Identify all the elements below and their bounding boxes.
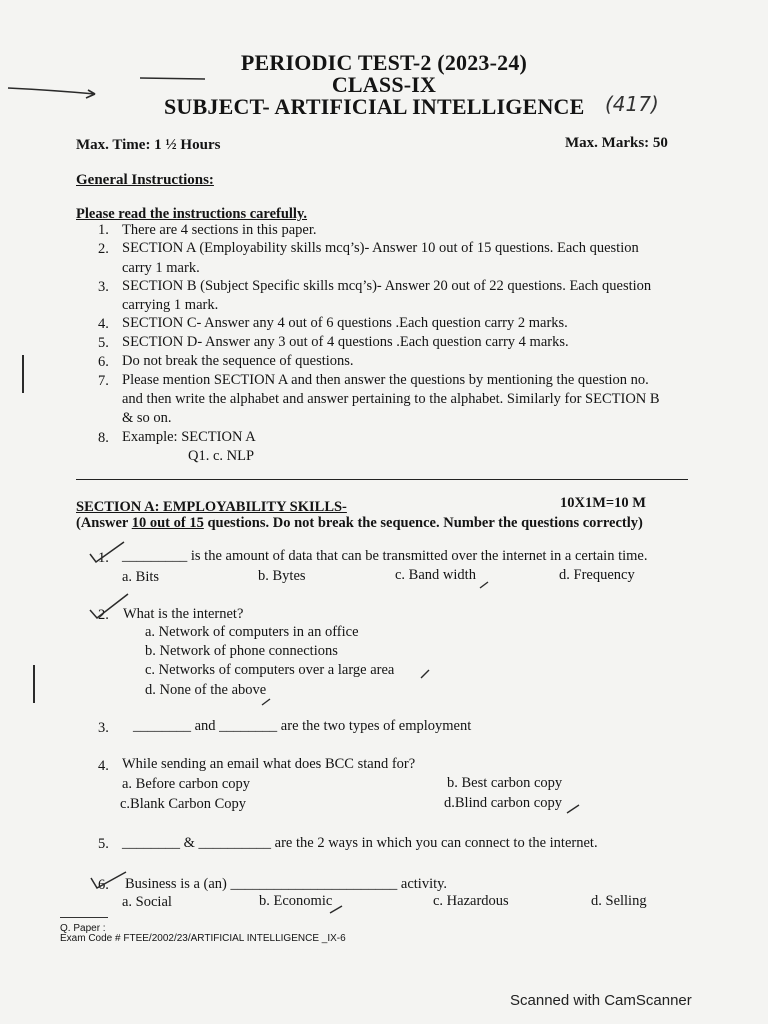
instruction-text: Do not break the sequence of questions. (122, 353, 354, 369)
instruction-text: SECTION B (Subject Specific skills mcq’s)- Answer 20 out of 22 questions. Each question (122, 278, 652, 294)
instruction-num: 5. (98, 335, 109, 351)
option-a: a. Network of computers in an office (145, 624, 359, 640)
class-title: CLASS-IX (331, 72, 437, 97)
option-b: b. Best carbon copy (447, 775, 563, 791)
max-time: Max. Time: 1 ½ Hours (76, 137, 221, 153)
option-c: c. Band width (395, 567, 476, 583)
handwritten-subject-code: (417) (605, 92, 659, 116)
option-d: d.Blind carbon copy (444, 795, 562, 811)
section-a-title: SECTION A: EMPLOYABILITY SKILLS- (76, 499, 347, 515)
question-text: ________ & __________ are the 2 ways in which you can connect to the internet. (122, 835, 598, 851)
question-number: 2. (98, 607, 109, 623)
answer-mark-icon (478, 580, 492, 590)
instructions-subheading: Please read the instructions carefully. (76, 206, 308, 222)
option-c: c. Hazardous (433, 893, 509, 909)
answer-mark-icon (328, 903, 346, 915)
instruction-text: SECTION A (Employability skills mcq’s)- Answer 10 out of 15 questions. Each question (122, 240, 639, 256)
answer-mark-icon (260, 697, 274, 707)
question-number: 5. (98, 836, 109, 852)
option-b: b. Economic (259, 893, 333, 909)
option-d: d. None of the above (145, 682, 267, 698)
checkmark-icon (86, 590, 136, 624)
option-d: d. Frequency (559, 567, 635, 583)
margin-mark (33, 665, 35, 703)
section-a-marks: 10X1M=10 M (560, 495, 646, 511)
option-b: b. Network of phone connections (145, 643, 338, 659)
instruction-num: 3. (98, 279, 109, 295)
option-c: c. Networks of computers over a large area (145, 662, 395, 678)
question-text: While sending an email what does BCC stand for? (122, 756, 416, 772)
instruction-num: 6. (98, 354, 109, 370)
margin-mark (22, 355, 24, 393)
instruction-text: Example: SECTION A (122, 429, 256, 445)
camscanner-watermark: Scanned with CamScanner (510, 992, 692, 1009)
instruction-num: 4. (98, 316, 109, 332)
question-number: 6. (98, 877, 109, 893)
section-divider (76, 479, 688, 480)
option-a: a. Social (122, 894, 172, 910)
question-text: ________ and ________ are the two types of employment (133, 718, 472, 734)
instruction-num: 7. (98, 373, 109, 389)
instruction-text: SECTION C- Answer any 4 out of 6 questions .Each question carry 2 marks. (122, 315, 568, 331)
question-number: 3. (98, 720, 109, 736)
instruction-text-cont: carry 1 mark. (122, 260, 200, 276)
test-title: PERIODIC TEST-2 (2023-24) (240, 50, 528, 75)
question-text: _________ is the amount of data that can be transmitted over the internet in a certain time. (122, 548, 648, 564)
instruction-text-cont: and then write the alphabet and answer pertaining to the alphabet. Similarly for SECTION B (122, 391, 660, 407)
pen-stroke-icon (0, 70, 220, 100)
instruction-text-cont: carrying 1 mark. (122, 297, 219, 313)
instruction-num: 1. (98, 222, 109, 238)
option-b: b. Bytes (258, 568, 306, 584)
instruction-text: Please mention SECTION A and then answer the questions by mentioning the question no. (122, 372, 649, 388)
instruction-text-cont: & so on. (122, 410, 172, 426)
checkmark-icon (86, 866, 136, 896)
instruction-num: 2. (98, 241, 109, 257)
subject-title: SUBJECT- ARTIFICIAL INTELLIGENCE (164, 94, 585, 119)
footer-qpaper: Q. Paper : (60, 923, 106, 934)
instruction-num: 8. (98, 430, 109, 446)
question-number: 4. (98, 758, 109, 774)
answer-mark-icon (565, 803, 583, 815)
option-a: a. Bits (122, 569, 160, 585)
instruction-text: There are 4 sections in this paper. (122, 222, 317, 238)
instructions-heading: General Instructions: (76, 172, 214, 188)
question-number: 1. (98, 550, 109, 566)
footer-exam-code: Exam Code # FTEE/2002/23/ARTIFICIAL INTELLIGENCE _IX-6 (60, 933, 346, 944)
checkmark-icon (86, 538, 136, 568)
instruction-example: Q1. c. NLP (188, 448, 255, 464)
option-c: c.Blank Carbon Copy (120, 796, 247, 812)
option-d: d. Selling (591, 893, 647, 909)
option-a: a. Before carbon copy (122, 776, 251, 792)
footer-rule (60, 917, 108, 918)
answer-mark-icon (419, 668, 433, 680)
question-text: Business is a (an) _______________________ activity. (125, 876, 448, 892)
question-text: What is the internet? (123, 606, 244, 622)
instruction-text: SECTION D- Answer any 3 out of 4 questions .Each question carry 4 marks. (122, 334, 569, 350)
section-a-note: (Answer 10 out of 15 questions. Do not break the sequence. Number the questions correctly) (76, 515, 643, 531)
max-marks: Max. Marks: 50 (565, 135, 668, 151)
